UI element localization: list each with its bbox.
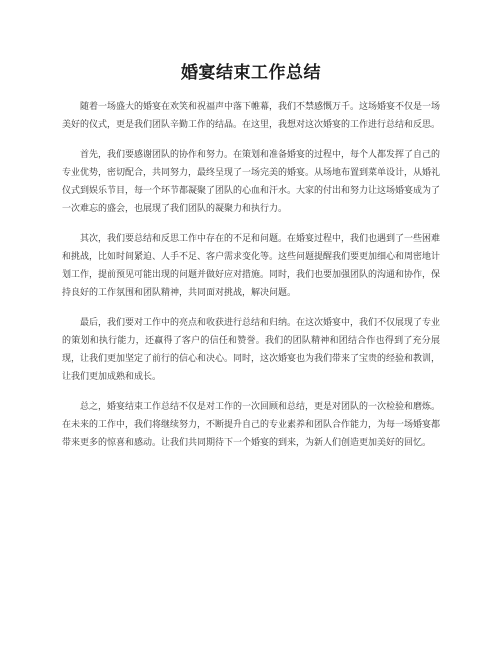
paragraph-2: 首先，我们要感谢团队的协作和努力。在策划和准备婚宴的过程中，每个人都发挥了自己的专业优势，密切配合，共同努力，最终呈现了一场完美的婚宴。从场地布置到菜单设计，从婚礼仪式到娱乐节目，每一个环节都凝聚了团队的心血和汗水。大家的付出和努力让这场婚宴成为了一次难忘的盛会，也展现了我们团队的凝聚力和执行力。	[62, 150, 441, 214]
document-body	[62, 98, 440, 464]
paragraph-1: 随着一场盛大的婚宴在欢笑和祝福声中落下帷幕，我们不禁感慨万千。这场婚宴不仅是一场美好的仪式，更是我们团队辛勤工作的结晶。在这里，我想对这次婚宴的工作进行总结和反思。	[62, 102, 441, 130]
paragraph-4: 最后，我们要对工作中的亮点和收获进行总结和归纳。在这次婚宴中，我们不仅展现了专业的策划和执行能力，还赢得了客户的信任和赞誉。我们的团队精神和团结合作也得到了充分展现，让我们更加坚定了前行的信心和决心。同时，这次婚宴也为我们带来了宝贵的经验和教训，让我们更加成熟和成长。	[62, 318, 441, 382]
paragraph-3: 其次，我们要总结和反思工作中存在的不足和问题。在婚宴过程中，我们也遇到了一些困难和挑战，比如时间紧迫、人手不足、客户需求变化等。这些问题提醒我们要更加细心和周密地计划工作，提前预见可能出现的问题并做好应对措施。同时，我们也要加强团队的沟通和协作，保持良好的工作氛围和团队精神，共同面对挑战，解决问题。	[62, 234, 441, 298]
paragraph-5: 总之，婚宴结束工作总结不仅是对工作的一次回顾和总结，更是对团队的一次检验和磨炼。在未来的工作中，我们将继续努力，不断提升自己的专业素养和团队合作能力，为每一场婚宴都带来更多的惊喜和感动。让我们共同期待下一个婚宴的到来，为新人们创造更加美好的回忆。	[62, 402, 441, 448]
document-title: 婚宴结束工作总结	[181, 63, 321, 83]
